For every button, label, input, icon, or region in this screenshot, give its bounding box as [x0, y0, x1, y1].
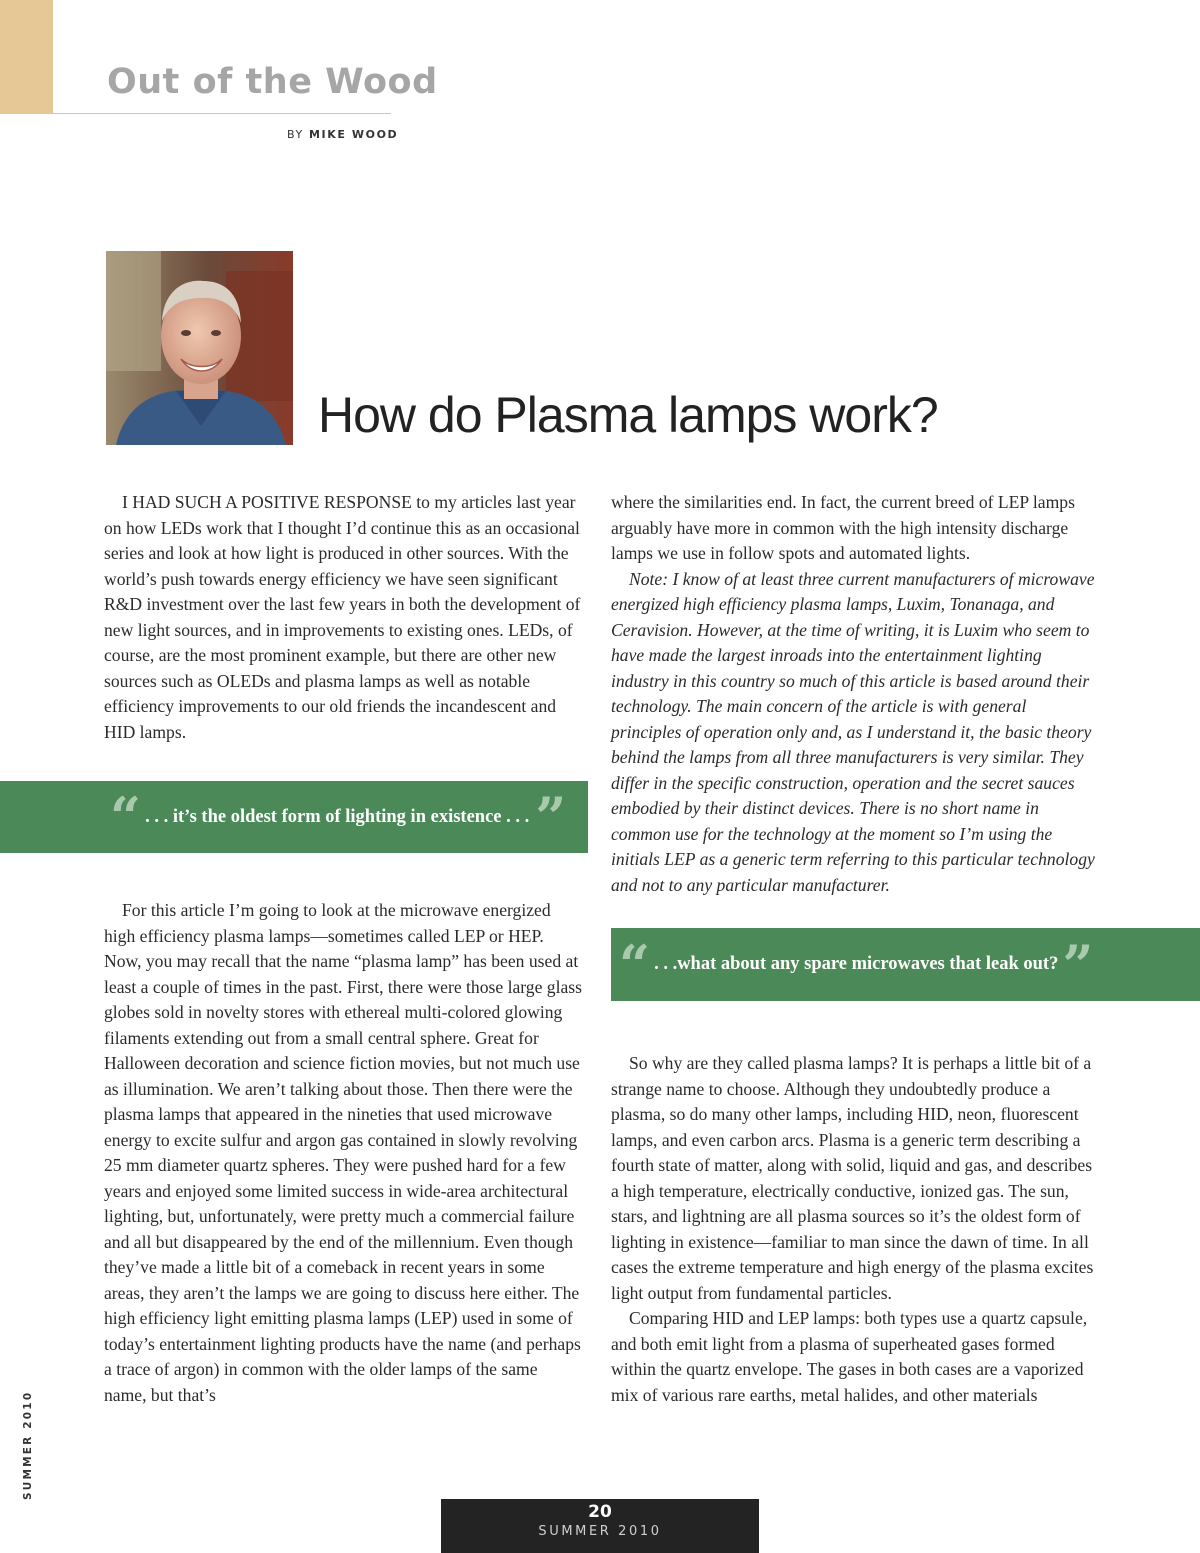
column-1-bottom: [104, 898, 584, 1408]
paragraph-similarities: where the similarities end. In fact, the current breed of LEP lamps arguably have more in common with the high intensity discharge lamps we use in follow spots and automated lights.: [611, 492, 1075, 563]
close-quote-mark: ”: [535, 785, 561, 849]
header-accent-tab: [0, 0, 53, 114]
paragraph-intro: [104, 490, 589, 745]
pull-quote-1: [0, 781, 588, 853]
column-1-top: [104, 490, 589, 745]
column-title: Out of the Wood: [107, 62, 438, 102]
page-number: 20: [588, 1502, 612, 1522]
column-2-bottom: [611, 1051, 1096, 1408]
author-photo: [106, 251, 293, 445]
side-issue-label: SUMMER 2010: [22, 1390, 34, 1500]
open-quote-mark: “: [110, 785, 136, 849]
footer-issue: SUMMER 2010: [538, 1524, 662, 1539]
pull-quote-2: [611, 928, 1200, 1001]
header-rule: [53, 113, 391, 114]
close-quote-mark: ”: [1062, 932, 1088, 997]
byline-prefix: BY: [287, 128, 304, 141]
paragraph-intro-text: to my articles last year on how LEDs work that I thought I’d continue this as an occasional series and look at how light is produced in other sources. With the world’s push towards energy efficiency we have seen significant R&D investment over the last few years in both the development of new light sources, and in improvements to existing ones. LEDs, of course, are the most prominent example, but there are other new sources such as OLEDs and plasma lamps as well as notable efficiency improvements to our old friends the incandescent and HID lamps.: [104, 492, 581, 742]
paragraph-hid-vs-lep: Comparing HID and LEP lamps: both types use a quartz capsule, and both emit light from a plasma of superheated gases formed within the quartz envelope. The gases in both cases are a vaporized mix of various rare earths, metal halides, and other materials: [611, 1308, 1088, 1405]
byline: [287, 128, 399, 141]
editor-note: Note: I know of at least three current manufacturers of microwave energized high efficiency plasma lamps, Luxim, Tonanaga, and Ceravision. However, at the time of writing, it is Luxim who seem to have made the largest inroads into the entertainment lighting industry in this country so much of this article is based around their technology. The main concern of the article is with general principles of operation only and, as I understand it, the basic theory behind the lamps from all three manufacturers is very similar. They differ in the specific construction, operation and the secret sauces embodied by their distinct devices. There is no short name in common use for the technology at the moment so I’m using the initials LEP as a generic term referring to this particular technology and not to any particular manufacturer.: [611, 568, 1095, 895]
paragraph-why-plasma: So why are they called plasma lamps? It is perhaps a little bit of a strange name to choose. Although they undoubtedly produce a plasma, so do many other lamps, including HID, neon, fluorescent lamps, and even carbon arcs. Plasma is a generic term describing a fourth state of matter, along with solid, liquid and gas, and describes a high temperature, electrically conductive, ionized gas. The sun, stars, and lightning are all plasma sources so it’s the oldest form of lighting in existence—familiar to man since the dawn of time. In all cases the extreme temperature and high energy of the plasma excites light output from fundamental particles.: [611, 1053, 1094, 1303]
paragraph-microwave-lamps: For this article I’m going to look at the microwave energized high efficiency plasma lamps—sometimes called LEP or HEP. Now, you may recall that the name “plasma lamp” has been used at least a couple of times in the past. First, there were those large glass globes sold in novelty stores with ethereal multi-colored glowing filaments extending out from a small central sphere. Great for Halloween decoration and science fiction movies, but not much use as illumination. We aren’t talking about those. Then there were the plasma lamps that appeared in the nineties that used microwave energy to excite sulfur and argon gas contained in slowly revolving 25 mm diameter quartz spheres. They were pushed hard for a few years and enjoyed some limited success in wide-area architectural lighting, but, unfortunately, were pretty much a commercial failure and all but disappeared by the end of the millennium. Even though they’ve made a little bit of a comeback in recent years in some areas, they aren’t the lamps we are going to discuss here either. The high efficiency light emitting plasma lamps (LEP) used in some of today’s entertainment lighting products have the name (and perhaps a trace of argon) in common with the older lamps of the same name, but that’s: [104, 900, 582, 1405]
pull-quote-2-text: . . .what about any spare microwaves that leak out?: [654, 954, 1059, 974]
column-2-top: [611, 490, 1096, 898]
page-footer: [441, 1499, 759, 1553]
article-title: How do Plasma lamps work?: [318, 387, 938, 443]
pull-quote-1-text: . . . it’s the oldest form of lighting in existence . . .: [145, 806, 530, 827]
open-quote-mark: “: [619, 932, 645, 997]
byline-author: MIKE WOOD: [308, 128, 399, 141]
lead-in-caps: I HAD SUCH A POSITIVE RESPONSE: [122, 492, 412, 512]
